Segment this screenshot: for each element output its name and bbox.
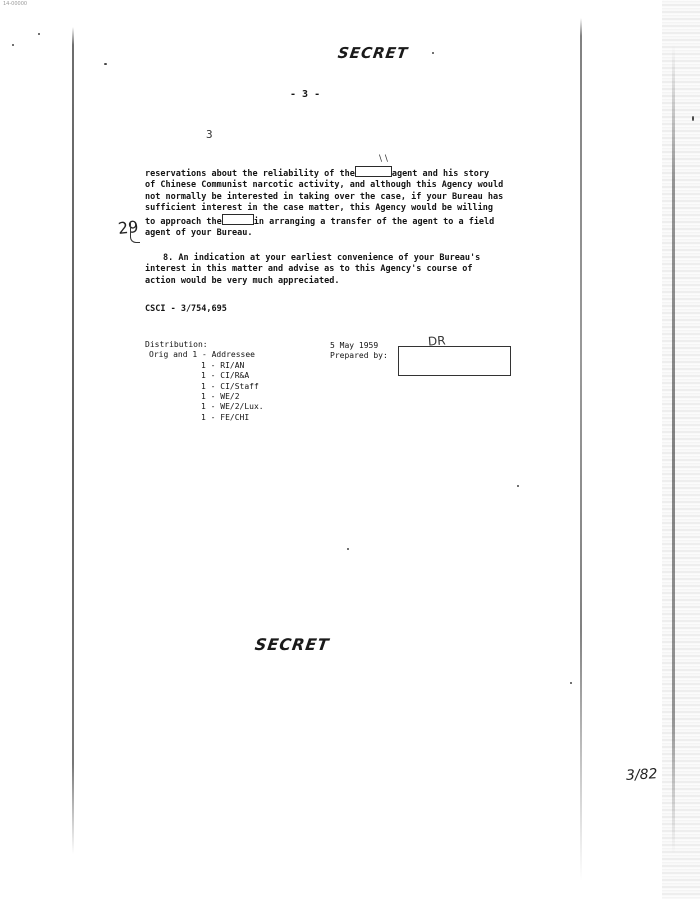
- handwritten-page-mark: 3/82: [625, 766, 658, 784]
- text-line: sufficient interest in the case matter, this Agency would be willing: [145, 202, 493, 213]
- classification-stamp-bottom: SECRET: [253, 635, 331, 654]
- text-line: not normally be interested in taking over the case, if your Bureau has: [145, 191, 504, 202]
- text-segment: agent and his story: [391, 169, 490, 179]
- page-number: - 3 -: [290, 89, 321, 100]
- distribution-orig: Orig and 1 - Addressee: [149, 350, 255, 360]
- handwritten-initials: DR: [427, 333, 447, 349]
- text-line: [145, 214, 503, 228]
- date-block: [330, 341, 388, 362]
- scan-speck: [347, 548, 349, 550]
- scan-speck: [104, 63, 107, 65]
- scan-speck: [38, 33, 40, 35]
- classification-stamp-top: SECRET: [336, 44, 410, 62]
- scan-edge-left: [72, 0, 74, 899]
- distribution-item: 1 - WE/2: [201, 392, 240, 402]
- distribution-item: 1 - RI/AN: [201, 360, 245, 370]
- distribution-item: 1 - FE/CHI: [201, 412, 250, 422]
- scan-speck: [692, 116, 694, 121]
- distribution-item: 1 - CI/Staff: [201, 381, 259, 391]
- scan-edge-right: [580, 0, 582, 899]
- text-line: agent of your Bureau.: [145, 228, 253, 239]
- text-segment: to approach the: [145, 217, 222, 228]
- document-id: 14-00000: [3, 1, 28, 7]
- scan-speck: [432, 52, 434, 54]
- prepared-by-redaction-box: [398, 346, 511, 376]
- text-segment: reservations about the reliability of the: [145, 169, 355, 179]
- handwritten-mark: \ \: [379, 154, 388, 164]
- distribution-list: [145, 340, 264, 423]
- text-line: 8. An indication at your earliest convenience of your Bureau's: [163, 253, 481, 263]
- text-line: [145, 166, 503, 180]
- scan-speck: [12, 44, 14, 46]
- scan-speck: [570, 682, 572, 684]
- scan-edge-texture: [662, 0, 700, 899]
- distribution-item: 1 - WE/2/Lux.: [201, 402, 264, 412]
- distribution-item: 1 - CI/R&A: [201, 371, 250, 381]
- text-segment: in arranging a transfer of the agent to a field: [253, 217, 495, 228]
- prepared-by-label: Prepared by:: [330, 351, 388, 361]
- text-line: of Chinese Communist narcotic activity, and although this Agency would: [145, 180, 504, 191]
- redaction-box: [355, 166, 392, 177]
- paragraph-8: [145, 253, 480, 287]
- redaction-box: [222, 214, 254, 225]
- text-line: interest in this matter and advise as to this Agency's course of: [145, 264, 473, 275]
- scan-speck: [517, 485, 519, 487]
- handwritten-tick: 3: [206, 128, 213, 141]
- handwritten-bracket: [130, 222, 140, 243]
- handwritten-margin-number: 29: [117, 216, 140, 239]
- document-date: 5 May 1959: [330, 341, 379, 350]
- text-line: action would be very much appreciated.: [145, 275, 340, 286]
- scan-edge-dark: [672, 0, 675, 899]
- distribution-heading: Distribution:: [145, 340, 208, 349]
- paragraph-7-continuation: [145, 166, 503, 240]
- csci-reference: CSCI - 3/754,695: [145, 304, 227, 314]
